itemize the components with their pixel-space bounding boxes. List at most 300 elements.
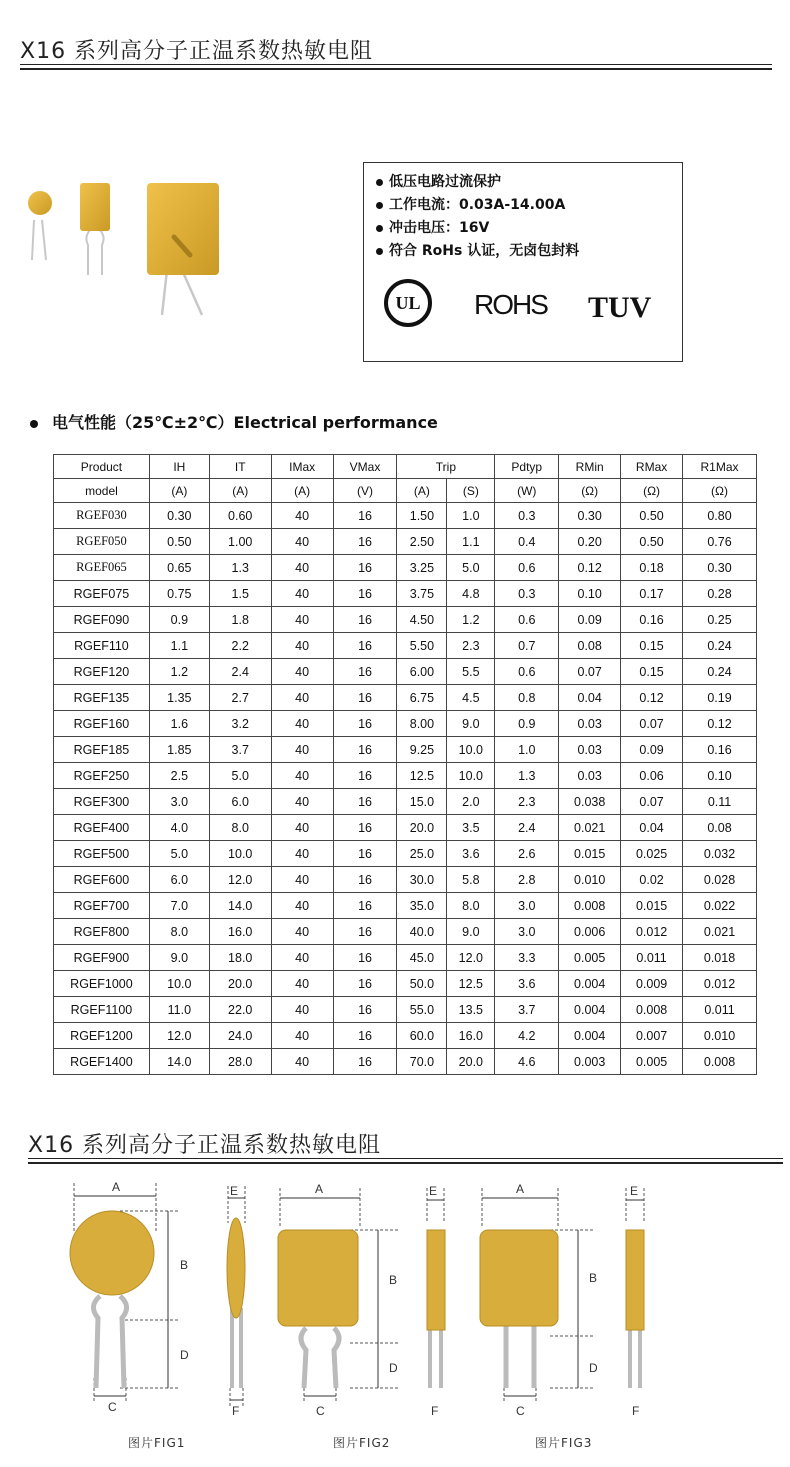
value-cell: 0.12 [621, 685, 683, 711]
value-cell: 0.28 [683, 581, 757, 607]
model-cell: RGEF1400 [54, 1049, 150, 1075]
value-cell: 28.0 [209, 1049, 271, 1075]
model-cell: RGEF120 [54, 659, 150, 685]
value-cell: 12.5 [447, 971, 495, 997]
figure-caption: 图片FIG2 [333, 1436, 391, 1450]
value-cell: 3.5 [447, 815, 495, 841]
value-cell: 16 [333, 607, 397, 633]
model-cell: RGEF600 [54, 867, 150, 893]
dim-label-d: D [180, 1348, 189, 1362]
unit-cell: (Ω) [621, 479, 683, 503]
value-cell: 0.19 [683, 685, 757, 711]
value-cell: 4.6 [495, 1049, 559, 1075]
value-cell: 16 [333, 685, 397, 711]
value-cell: 0.8 [495, 685, 559, 711]
table-row [54, 919, 757, 945]
value-cell: 0.008 [621, 997, 683, 1023]
value-cell: 3.0 [495, 893, 559, 919]
unit-cell: (A) [271, 479, 333, 503]
value-cell: 55.0 [397, 997, 447, 1023]
table-row [54, 607, 757, 633]
table-row [54, 555, 757, 581]
value-cell: 1.8 [209, 607, 271, 633]
value-cell: 40 [271, 737, 333, 763]
value-cell: 3.0 [149, 789, 209, 815]
model-cell: RGEF160 [54, 711, 150, 737]
fig2-front [278, 1230, 358, 1388]
value-cell: 5.8 [447, 867, 495, 893]
value-cell: 12.0 [209, 867, 271, 893]
value-cell: 0.021 [683, 919, 757, 945]
value-cell: 0.08 [559, 633, 621, 659]
value-cell: 9.0 [149, 945, 209, 971]
value-cell: 0.9 [495, 711, 559, 737]
value-cell: 0.3 [495, 503, 559, 529]
value-cell: 40 [271, 841, 333, 867]
bullet-icon [30, 420, 38, 428]
value-cell: 40 [271, 607, 333, 633]
value-cell: 1.2 [149, 659, 209, 685]
value-cell: 40 [271, 711, 333, 737]
value-cell: 0.80 [683, 503, 757, 529]
model-cell: RGEF135 [54, 685, 150, 711]
value-cell: 3.3 [495, 945, 559, 971]
unit-cell: (W) [495, 479, 559, 503]
value-cell: 3.2 [209, 711, 271, 737]
value-cell: 9.0 [447, 711, 495, 737]
feature-item: 符合 RoHs 认证，无卤包封料 [376, 240, 579, 263]
value-cell: 40 [271, 555, 333, 581]
value-cell: 0.12 [683, 711, 757, 737]
value-cell: 45.0 [397, 945, 447, 971]
value-cell: 40.0 [397, 919, 447, 945]
model-cell: RGEF1100 [54, 997, 150, 1023]
model-cell: RGEF075 [54, 581, 150, 607]
value-cell: 0.004 [559, 1023, 621, 1049]
small-disc-thermistor [28, 191, 52, 260]
value-cell: 1.1 [149, 633, 209, 659]
unit-cell: (A) [149, 479, 209, 503]
value-cell: 3.25 [397, 555, 447, 581]
value-cell: 4.50 [397, 607, 447, 633]
value-cell: 0.10 [559, 581, 621, 607]
value-cell: 4.5 [447, 685, 495, 711]
value-cell: 16 [333, 503, 397, 529]
value-cell: 0.009 [621, 971, 683, 997]
value-cell: 16 [333, 1049, 397, 1075]
fig3-front [480, 1230, 558, 1388]
value-cell: 0.025 [621, 841, 683, 867]
large-thermistor [147, 183, 219, 315]
value-cell: 40 [271, 659, 333, 685]
value-cell: 0.24 [683, 659, 757, 685]
value-cell: 0.7 [495, 633, 559, 659]
value-cell: 0.18 [621, 555, 683, 581]
value-cell: 6.00 [397, 659, 447, 685]
table-row [54, 997, 757, 1023]
value-cell: 16 [333, 841, 397, 867]
table-row [54, 737, 757, 763]
model-cell: RGEF1200 [54, 1023, 150, 1049]
unit-cell: (S) [447, 479, 495, 503]
model-cell: RGEF185 [54, 737, 150, 763]
value-cell: 0.50 [621, 529, 683, 555]
value-cell: 0.007 [621, 1023, 683, 1049]
fig1-front [70, 1211, 154, 1388]
value-cell: 1.35 [149, 685, 209, 711]
value-cell: 40 [271, 581, 333, 607]
value-cell: 16.0 [209, 919, 271, 945]
header-cell: RMin [559, 455, 621, 479]
dim-label-b: B [589, 1271, 598, 1285]
value-cell: 8.00 [397, 711, 447, 737]
value-cell: 3.0 [495, 919, 559, 945]
dim-label-e: E [630, 1184, 639, 1198]
value-cell: 4.8 [447, 581, 495, 607]
value-cell: 0.008 [683, 1049, 757, 1075]
table-body [54, 503, 757, 1075]
unit-cell: (V) [333, 479, 397, 503]
value-cell: 40 [271, 685, 333, 711]
model-cell: RGEF800 [54, 919, 150, 945]
feature-item: 冲击电压：16V [376, 217, 579, 240]
value-cell: 40 [271, 971, 333, 997]
value-cell: 40 [271, 815, 333, 841]
model-cell: RGEF050 [54, 529, 150, 555]
dim-label-a: A [315, 1182, 324, 1196]
value-cell: 16 [333, 997, 397, 1023]
value-cell: 24.0 [209, 1023, 271, 1049]
header-cell: Pdtyp [495, 455, 559, 479]
value-cell: 0.4 [495, 529, 559, 555]
value-cell: 0.30 [683, 555, 757, 581]
model-cell: RGEF110 [54, 633, 150, 659]
value-cell: 2.4 [209, 659, 271, 685]
value-cell: 0.012 [621, 919, 683, 945]
unit-cell: model [54, 479, 150, 503]
value-cell: 0.018 [683, 945, 757, 971]
table-row [54, 945, 757, 971]
table-row [54, 711, 757, 737]
model-cell: RGEF700 [54, 893, 150, 919]
value-cell: 1.85 [149, 737, 209, 763]
value-cell: 0.005 [621, 1049, 683, 1075]
value-cell: 0.022 [683, 893, 757, 919]
value-cell: 5.0 [149, 841, 209, 867]
diagram-rule-thick [28, 1162, 783, 1164]
value-cell: 0.07 [621, 711, 683, 737]
header-cell: RMax [621, 455, 683, 479]
value-cell: 16 [333, 763, 397, 789]
value-cell: 0.6 [495, 607, 559, 633]
table-row [54, 841, 757, 867]
value-cell: 0.021 [559, 815, 621, 841]
table-row [54, 1023, 757, 1049]
table-row [54, 763, 757, 789]
value-cell: 0.03 [559, 711, 621, 737]
value-cell: 4.2 [495, 1023, 559, 1049]
value-cell: 2.2 [209, 633, 271, 659]
value-cell: 50.0 [397, 971, 447, 997]
title-rule-thick [20, 68, 772, 70]
value-cell: 8.0 [149, 919, 209, 945]
table-row [54, 529, 757, 555]
value-cell: 40 [271, 789, 333, 815]
value-cell: 0.75 [149, 581, 209, 607]
fig2-side [427, 1230, 445, 1388]
value-cell: 2.3 [495, 789, 559, 815]
value-cell: 10.0 [447, 763, 495, 789]
value-cell: 6.75 [397, 685, 447, 711]
value-cell: 0.04 [621, 815, 683, 841]
model-cell: RGEF300 [54, 789, 150, 815]
model-cell: RGEF030 [54, 503, 150, 529]
value-cell: 1.50 [397, 503, 447, 529]
value-cell: 16 [333, 581, 397, 607]
value-cell: 0.010 [559, 867, 621, 893]
value-cell: 0.005 [559, 945, 621, 971]
value-cell: 1.0 [495, 737, 559, 763]
value-cell: 40 [271, 867, 333, 893]
value-cell: 10.0 [209, 841, 271, 867]
value-cell: 16 [333, 555, 397, 581]
value-cell: 16 [333, 711, 397, 737]
value-cell: 2.50 [397, 529, 447, 555]
table-row [54, 685, 757, 711]
value-cell: 0.6 [495, 659, 559, 685]
value-cell: 0.60 [209, 503, 271, 529]
value-cell: 14.0 [209, 893, 271, 919]
header-cell: Product [54, 455, 150, 479]
fig3-side [626, 1230, 644, 1388]
value-cell: 6.0 [149, 867, 209, 893]
value-cell: 0.011 [683, 997, 757, 1023]
value-cell: 0.011 [621, 945, 683, 971]
value-cell: 1.1 [447, 529, 495, 555]
product-photo [22, 175, 232, 325]
section-heading: 电气性能（25℃±2℃）Electrical performance [30, 410, 438, 433]
dim-label-f: F [632, 1404, 640, 1418]
value-cell: 20.0 [397, 815, 447, 841]
model-cell: RGEF065 [54, 555, 150, 581]
title-rule [20, 64, 772, 65]
value-cell: 40 [271, 503, 333, 529]
model-cell: RGEF250 [54, 763, 150, 789]
dim-label-e: E [230, 1184, 239, 1198]
table-row [54, 789, 757, 815]
value-cell: 16 [333, 867, 397, 893]
value-cell: 0.17 [621, 581, 683, 607]
value-cell: 0.004 [559, 997, 621, 1023]
value-cell: 2.0 [447, 789, 495, 815]
value-cell: 0.06 [621, 763, 683, 789]
value-cell: 16 [333, 1023, 397, 1049]
value-cell: 1.0 [447, 503, 495, 529]
feature-item: 低压电路过流保护 [376, 171, 579, 194]
value-cell: 0.65 [149, 555, 209, 581]
value-cell: 0.028 [683, 867, 757, 893]
dim-label-d: D [589, 1361, 598, 1375]
value-cell: 5.0 [447, 555, 495, 581]
value-cell: 12.5 [397, 763, 447, 789]
value-cell: 40 [271, 997, 333, 1023]
table-unit-row [54, 479, 757, 503]
value-cell: 2.3 [447, 633, 495, 659]
table-row [54, 581, 757, 607]
value-cell: 8.0 [209, 815, 271, 841]
value-cell: 16 [333, 633, 397, 659]
value-cell: 0.02 [621, 867, 683, 893]
value-cell: 5.50 [397, 633, 447, 659]
dimension-diagram [60, 1178, 680, 1413]
value-cell: 16 [333, 815, 397, 841]
value-cell: 10.0 [447, 737, 495, 763]
value-cell: 15.0 [397, 789, 447, 815]
value-cell: 3.75 [397, 581, 447, 607]
figure-caption: 图片FIG1 [128, 1436, 186, 1450]
value-cell: 1.2 [447, 607, 495, 633]
dim-label-a: A [516, 1182, 525, 1196]
table-row [54, 633, 757, 659]
dim-label-c: C [108, 1400, 117, 1414]
value-cell: 0.006 [559, 919, 621, 945]
table-row [54, 867, 757, 893]
table-row [54, 659, 757, 685]
value-cell: 0.16 [621, 607, 683, 633]
value-cell: 10.0 [149, 971, 209, 997]
header-cell: Trip [397, 455, 495, 479]
value-cell: 14.0 [149, 1049, 209, 1075]
value-cell: 0.08 [683, 815, 757, 841]
unit-cell: (A) [397, 479, 447, 503]
unit-cell: (Ω) [559, 479, 621, 503]
value-cell: 40 [271, 1023, 333, 1049]
table-row [54, 971, 757, 997]
value-cell: 5.0 [209, 763, 271, 789]
value-cell: 1.5 [209, 581, 271, 607]
value-cell: 0.11 [683, 789, 757, 815]
dim-label-e: E [429, 1184, 438, 1198]
header-cell: IT [209, 455, 271, 479]
value-cell: 0.04 [559, 685, 621, 711]
table-row [54, 815, 757, 841]
value-cell: 0.15 [621, 659, 683, 685]
value-cell: 0.032 [683, 841, 757, 867]
value-cell: 0.010 [683, 1023, 757, 1049]
value-cell: 18.0 [209, 945, 271, 971]
value-cell: 13.5 [447, 997, 495, 1023]
value-cell: 0.50 [149, 529, 209, 555]
unit-cell: (Ω) [683, 479, 757, 503]
value-cell: 0.50 [621, 503, 683, 529]
value-cell: 0.3 [495, 581, 559, 607]
value-cell: 0.6 [495, 555, 559, 581]
value-cell: 40 [271, 893, 333, 919]
value-cell: 0.25 [683, 607, 757, 633]
value-cell: 1.3 [209, 555, 271, 581]
value-cell: 0.008 [559, 893, 621, 919]
value-cell: 16 [333, 945, 397, 971]
model-cell: RGEF090 [54, 607, 150, 633]
value-cell: 0.9 [149, 607, 209, 633]
value-cell: 2.6 [495, 841, 559, 867]
model-cell: RGEF400 [54, 815, 150, 841]
value-cell: 0.003 [559, 1049, 621, 1075]
model-cell: RGEF900 [54, 945, 150, 971]
table-row [54, 1049, 757, 1075]
value-cell: 1.3 [495, 763, 559, 789]
value-cell: 2.5 [149, 763, 209, 789]
value-cell: 3.6 [495, 971, 559, 997]
fig1-side [227, 1218, 245, 1388]
value-cell: 3.6 [447, 841, 495, 867]
diagram-title: X16 系列高分子正温系数热敏电阻 [28, 1133, 382, 1158]
value-cell: 7.0 [149, 893, 209, 919]
value-cell: 16 [333, 529, 397, 555]
value-cell: 8.0 [447, 893, 495, 919]
value-cell: 16 [333, 789, 397, 815]
dim-label-f: F [431, 1404, 439, 1418]
value-cell: 0.30 [149, 503, 209, 529]
rohs-logo: ROHS [474, 289, 547, 320]
value-cell: 70.0 [397, 1049, 447, 1075]
model-cell: RGEF1000 [54, 971, 150, 997]
value-cell: 3.7 [495, 997, 559, 1023]
value-cell: 0.038 [559, 789, 621, 815]
value-cell: 11.0 [149, 997, 209, 1023]
value-cell: 16 [333, 971, 397, 997]
feature-item: 工作电流：0.03A-14.00A [376, 194, 579, 217]
value-cell: 0.03 [559, 737, 621, 763]
value-cell: 9.25 [397, 737, 447, 763]
value-cell: 40 [271, 945, 333, 971]
value-cell: 20.0 [209, 971, 271, 997]
dim-label-f: F [232, 1404, 240, 1418]
value-cell: 40 [271, 763, 333, 789]
unit-cell: (A) [209, 479, 271, 503]
value-cell: 2.8 [495, 867, 559, 893]
table-row [54, 893, 757, 919]
dim-label-c: C [316, 1404, 325, 1418]
dim-label-c: C [516, 1404, 525, 1418]
diagram-rule [28, 1158, 783, 1159]
value-cell: 0.20 [559, 529, 621, 555]
value-cell: 40 [271, 529, 333, 555]
value-cell: 16 [333, 737, 397, 763]
spec-table [53, 454, 757, 1075]
table-row [54, 503, 757, 529]
dim-label-b: B [180, 1258, 189, 1272]
value-cell: 9.0 [447, 919, 495, 945]
ul-logo: UL [384, 279, 432, 327]
dim-label-b: B [389, 1273, 398, 1287]
value-cell: 40 [271, 919, 333, 945]
value-cell: 40 [271, 1049, 333, 1075]
value-cell: 4.0 [149, 815, 209, 841]
value-cell: 25.0 [397, 841, 447, 867]
value-cell: 0.12 [559, 555, 621, 581]
medium-thermistor [80, 183, 110, 275]
value-cell: 0.15 [621, 633, 683, 659]
dim-label-d: D [389, 1361, 398, 1375]
value-cell: 12.0 [447, 945, 495, 971]
value-cell: 16 [333, 919, 397, 945]
value-cell: 3.7 [209, 737, 271, 763]
value-cell: 16 [333, 659, 397, 685]
value-cell: 2.7 [209, 685, 271, 711]
value-cell: 2.4 [495, 815, 559, 841]
value-cell: 0.07 [559, 659, 621, 685]
